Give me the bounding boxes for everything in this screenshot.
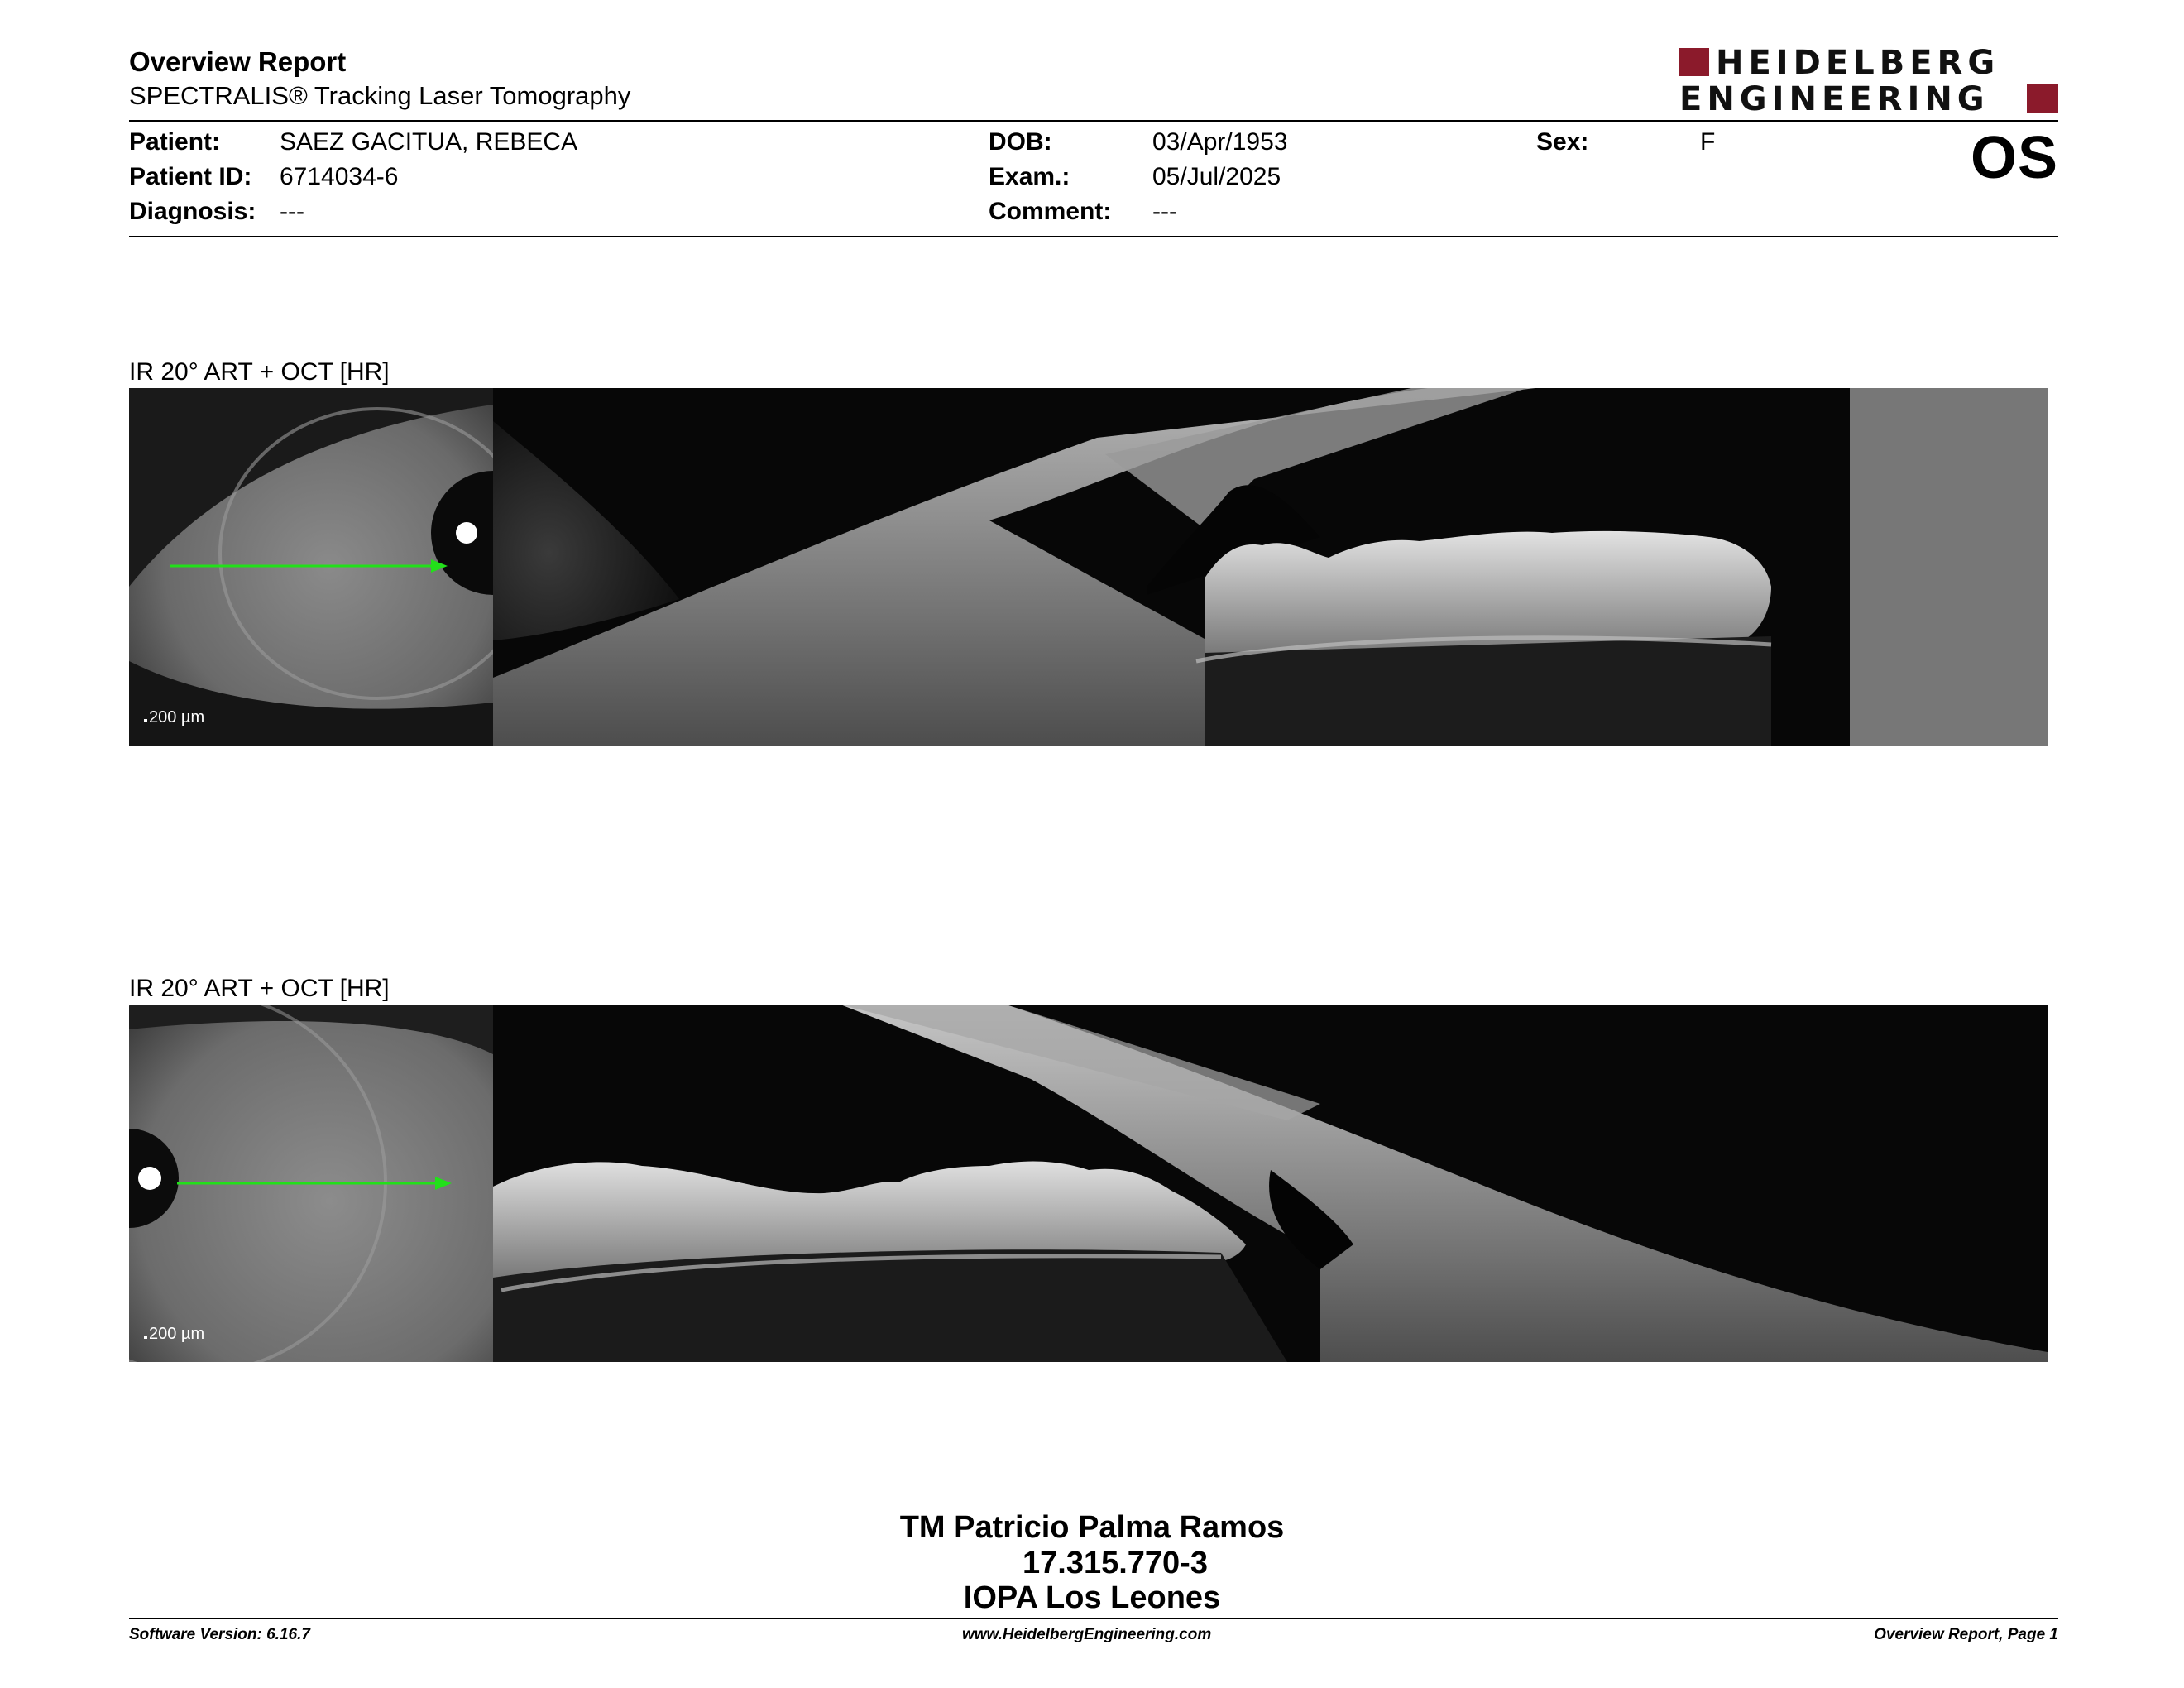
comment-value: ---: [1152, 198, 1177, 225]
scan-1-fundus-image: [129, 388, 493, 746]
patient-name: SAEZ GACITUA, REBECA: [280, 128, 578, 156]
scan-1-scale-bar: [144, 708, 204, 727]
logo-square-bottom: [2027, 84, 2058, 113]
page-indicator: Overview Report, Page 1: [1874, 1626, 2058, 1643]
logo-line1: HEIDELBERG: [1716, 44, 2000, 82]
signature-id: 17.315.770-3: [1023, 1546, 1208, 1580]
diagnosis-value: ---: [280, 198, 304, 225]
website-link[interactable]: www.HeidelbergEngineering.com: [962, 1626, 1212, 1643]
comment-label: Comment:: [989, 198, 1112, 225]
eye-laterality: OS: [1970, 125, 2058, 191]
exam-label: Exam.:: [989, 163, 1070, 190]
logo-square-top: [1679, 48, 1709, 76]
sex-value: F: [1700, 128, 1716, 156]
scan-2-label: IR 20° ART + OCT [HR]: [129, 975, 390, 1002]
signature-place: IOPA Los Leones: [963, 1580, 1221, 1615]
dob-value: 03/Apr/1953: [1152, 128, 1288, 156]
footer-rule: [129, 1618, 2058, 1619]
patient-id: 6714034-6: [280, 163, 399, 190]
exam-value: 05/Jul/2025: [1152, 163, 1281, 190]
scan-1-oct-image: [493, 388, 2048, 746]
diagnosis-label: Diagnosis:: [129, 198, 256, 225]
scan-2-scale-text: 200 µm: [149, 1325, 205, 1343]
sex-label: Sex:: [1536, 128, 1589, 156]
dob-label: DOB:: [989, 128, 1052, 156]
scan-2-fundus-image: [129, 1005, 493, 1362]
signature-name: TM Patricio Palma Ramos: [899, 1510, 1285, 1545]
patient-id-label: Patient ID:: [129, 163, 252, 190]
scan-2-scale-bar: [144, 1325, 204, 1344]
header-rule: [129, 120, 2058, 122]
patient-rule: [129, 236, 2058, 237]
report-title: Overview Report: [129, 46, 347, 77]
logo-line2: ENGINEERING: [1679, 80, 1990, 118]
heidelberg-logo: [1679, 46, 2058, 116]
report-subtitle: SPECTRALIS® Tracking Laser Tomography: [129, 81, 631, 110]
patient-label: Patient:: [129, 128, 221, 156]
scan-2-oct-image: [493, 1005, 2048, 1362]
scan-1-scale-text: 200 µm: [149, 708, 205, 727]
scan-1-label: IR 20° ART + OCT [HR]: [129, 358, 390, 386]
software-version: Software Version: 6.16.7: [129, 1626, 310, 1643]
